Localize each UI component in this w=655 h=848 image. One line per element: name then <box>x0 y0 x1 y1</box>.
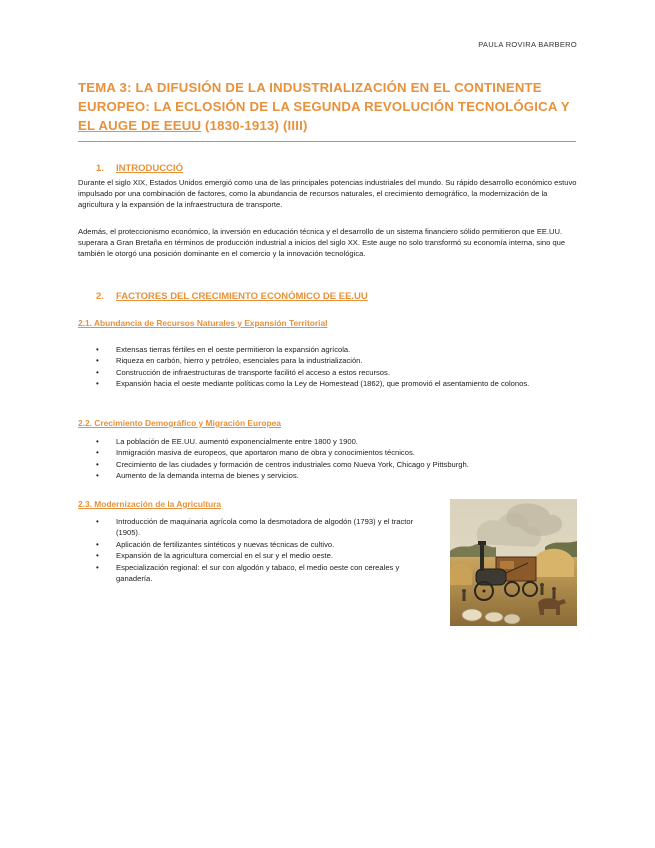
intro-paragraph-2: Además, el proteccionismo económico, la inversión en educación técnica y el desarrollo de un sistema financiero sólido permitieron que EE.UU. superara a Gran Bretaña en términos de producción industrial a inicios del siglo XX. Este auge no solo transformó su economía interna, sino que también le otorgó una posición dominante en el comercio y la innovación tecnológica. <box>78 227 566 258</box>
title-divider <box>78 141 576 142</box>
section-number: 1. <box>96 163 104 174</box>
title-part1: TEMA 3: LA DIFUSIÓN DE LA INDUSTRIALIZACIÓN EN EL CONTINENTE EUROPEO: LA ECLOSIÓN DE LA SEGUNDA REVOLUCIÓN TECNOLÓGICA Y <box>78 80 570 114</box>
title-underlined: EL AUGE DE EEUU <box>78 118 202 133</box>
section-heading-text: FACTORES DEL CRECIMIENTO ECONÓMICO DE EE.UU <box>116 291 368 302</box>
bullet-list-2-1 <box>78 344 578 390</box>
list-item: • Aumento de la demanda interna de bienes y servicios. <box>78 470 578 481</box>
list-item: • Riqueza en carbón, hierro y petróleo, esenciales para la industrialización. <box>78 355 578 366</box>
list-item: • Especialización regional: el sur con algodón y tabaco, el medio oeste con cereales y ganadería. <box>78 562 430 585</box>
section-number: 2. <box>96 291 104 302</box>
bullet-list-2-3 <box>78 516 430 584</box>
list-item: • Construcción de infraestructuras de transporte facilitó el acceso a estos recursos. <box>78 367 578 378</box>
section-heading-factores <box>96 291 368 302</box>
section-heading-introduccio <box>96 163 183 174</box>
list-item: • Aplicación de fertilizantes sintéticos y nuevas técnicas de cultivo. <box>78 539 430 550</box>
bullet-list-2-2 <box>78 436 578 482</box>
list-item: • Introducción de maquinaria agrícola como la desmotadora de algodón (1793) y el tractor (1905). <box>78 516 430 539</box>
steam-threshing-machine-illustration <box>450 499 577 626</box>
title-part2: (1830-1913) (IIII) <box>201 118 308 133</box>
document-title <box>78 78 578 135</box>
list-item: • Inmigración masiva de europeos, que aportaron mano de obra y conocimientos técnicos. <box>78 447 578 458</box>
subsection-heading-2-2: 2.2. Crecimiento Demográfico y Migración Europea <box>78 418 281 428</box>
author-header: PAULA ROVIRA BARBERO <box>478 40 577 49</box>
section-heading-text: INTRODUCCIÓ <box>116 163 184 174</box>
list-item: • Expansión de la agricultura comercial en el sur y el medio oeste. <box>78 550 430 561</box>
threshing-scene-svg <box>450 499 577 626</box>
list-item: • Expansión hacia el oeste mediante políticas como la Ley de Homestead (1862), que promovió el asentamiento de colonos. <box>78 378 578 389</box>
list-item: • La población de EE.UU. aumentó exponencialmente entre 1800 y 1900. <box>78 436 578 447</box>
intro-paragraph-1: Durante el siglo XIX, Estados Unidos emergió como una de las principales potencias industriales del mundo. Su rápido desarrollo económico estuvo impulsado por una combinación de factores, como la abundancia de recursos naturales, el crecimiento demográfico, la modernización de la agricultura y la expansión de la infraestructura de transporte. <box>78 178 577 209</box>
subsection-heading-2-3: 2.3. Modernización de la Agricultura <box>78 499 222 509</box>
list-item: • Crecimiento de las ciudades y formación de centros industriales como Nueva York, Chicago y Pittsburgh. <box>78 459 578 470</box>
list-item: • Extensas tierras fértiles en el oeste permitieron la expansión agrícola. <box>78 344 578 355</box>
subsection-heading-2-1: 2.1. Abundancia de Recursos Naturales y Expansión Territorial <box>78 318 328 328</box>
